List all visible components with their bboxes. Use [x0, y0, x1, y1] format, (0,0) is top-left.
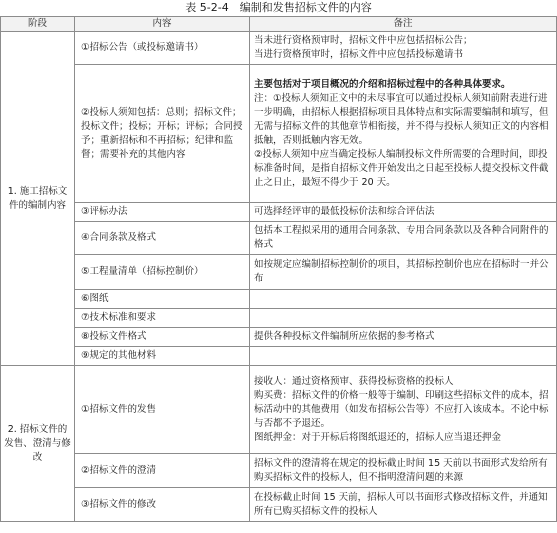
remark-cell [250, 290, 557, 309]
header-stage: 阶段 [1, 17, 75, 32]
content-cell: ①招标公告（或投标邀请书） [75, 32, 250, 65]
content-cell: ②投标人须知包括：总则；招标文件；投标文件；投标；开标；评标；合同授予；重新招标和不再招标；纪律和监督；需要补充的其他内容 [75, 65, 250, 203]
remark-cell: 如按规定应编制招标控制价的项目，其招标控制价也应在招标时一并公布 [250, 255, 557, 290]
remark-cell: 包括本工程拟采用的通用合同条款、专用合同条款以及各种合同附件的格式 [250, 222, 557, 255]
content-cell: ⑨规定的其他材料 [75, 347, 250, 366]
content-cell: ①招标文件的发售 [75, 366, 250, 454]
table-row [1, 454, 557, 488]
remark-cell: 在投标截止时间 15 天前，招标人可以书面形式修改招标文件，并通知所有已购买招标文件的投标人 [250, 488, 557, 522]
header-content: 内容 [75, 17, 250, 32]
table-row [1, 309, 557, 328]
table-row [1, 255, 557, 290]
content-cell: ⑤工程量清单（招标控制价） [75, 255, 250, 290]
remark-cell [250, 32, 557, 65]
remark-heading: 主要包括对于项目概况的介绍和招标过程中的各种具体要求。 [254, 78, 511, 90]
remark-cell [250, 347, 557, 366]
table-row [1, 290, 557, 309]
remark-line: 接收人：通过资格预审、获得投标资格的投标人 [254, 375, 454, 387]
content-cell: ④合同条款及格式 [75, 222, 250, 255]
table-row [1, 328, 557, 347]
content-cell: ③招标文件的修改 [75, 488, 250, 522]
remark-cell [250, 65, 557, 203]
table-row [1, 32, 557, 65]
table-header-row [1, 17, 557, 32]
tender-documents-table [0, 16, 557, 522]
header-remark: 备注 [250, 17, 557, 32]
table-row [1, 203, 557, 222]
remark-line: 购买费：招标文件的价格一般等于编制、印刷这些招标文件的成本，招标活动中的其他费用（如发布招标公告等）不应打入该成本。不论中标与否都不予退还。 [254, 389, 549, 429]
table-row [1, 347, 557, 366]
remark-line: 图纸押金：对于开标后将图纸退还的，招标人应当退还押金 [254, 431, 502, 443]
remark-cell: 可选择经评审的最低投标价法和综合评估法 [250, 203, 557, 222]
content-cell: ⑥图纸 [75, 290, 250, 309]
table-row [1, 366, 557, 454]
remark-line: 当进行资格预审时，招标文件中应包括投标邀请书 [254, 49, 464, 60]
table-row [1, 222, 557, 255]
remark-line: 注：①投标人须知正文中的未尽事宜可以通过投标人须知前附表进行进一步明确，由招标人根据招标项目具体特点和实际需要编制和填写，但无需与招标文件的其他章节相衔接，并不得与投标人须知正文的内容相抵触，否则抵触内容无效。 [254, 92, 549, 146]
remark-cell [250, 309, 557, 328]
table-row [1, 65, 557, 203]
remark-cell: 招标文件的澄清将在规定的投标截止时间 15 天前以书面形式发给所有购买招标文件的投标人，但不指明澄清问题的来源 [250, 454, 557, 488]
table-row [1, 488, 557, 522]
table-caption: 表 5-2-4 编制和发售招标文件的内容 [185, 1, 372, 14]
remark-line: ②投标人须知中应当确定投标人编制投标文件所需要的合理时间，即投标准备时间，是指自招标文件开始发出之日起至投标人提交投标文件截止之日止，最短不得少于 20 天。 [254, 148, 549, 188]
content-cell: ⑦技术标准和要求 [75, 309, 250, 328]
stage-cell-2: 2. 招标文件的发售、澄清与修改 [1, 366, 75, 522]
content-cell: ②招标文件的澄清 [75, 454, 250, 488]
remark-line: 当未进行资格预审时，招标文件中应包括招标公告； [254, 35, 473, 46]
content-cell: ③评标办法 [75, 203, 250, 222]
remark-cell: 提供各种投标文件编制所应依据的参考格式 [250, 328, 557, 347]
content-cell: ⑧投标文件格式 [75, 328, 250, 347]
remark-cell [250, 366, 557, 454]
stage-cell-1: 1. 施工招标文件的编制内容 [1, 32, 75, 366]
